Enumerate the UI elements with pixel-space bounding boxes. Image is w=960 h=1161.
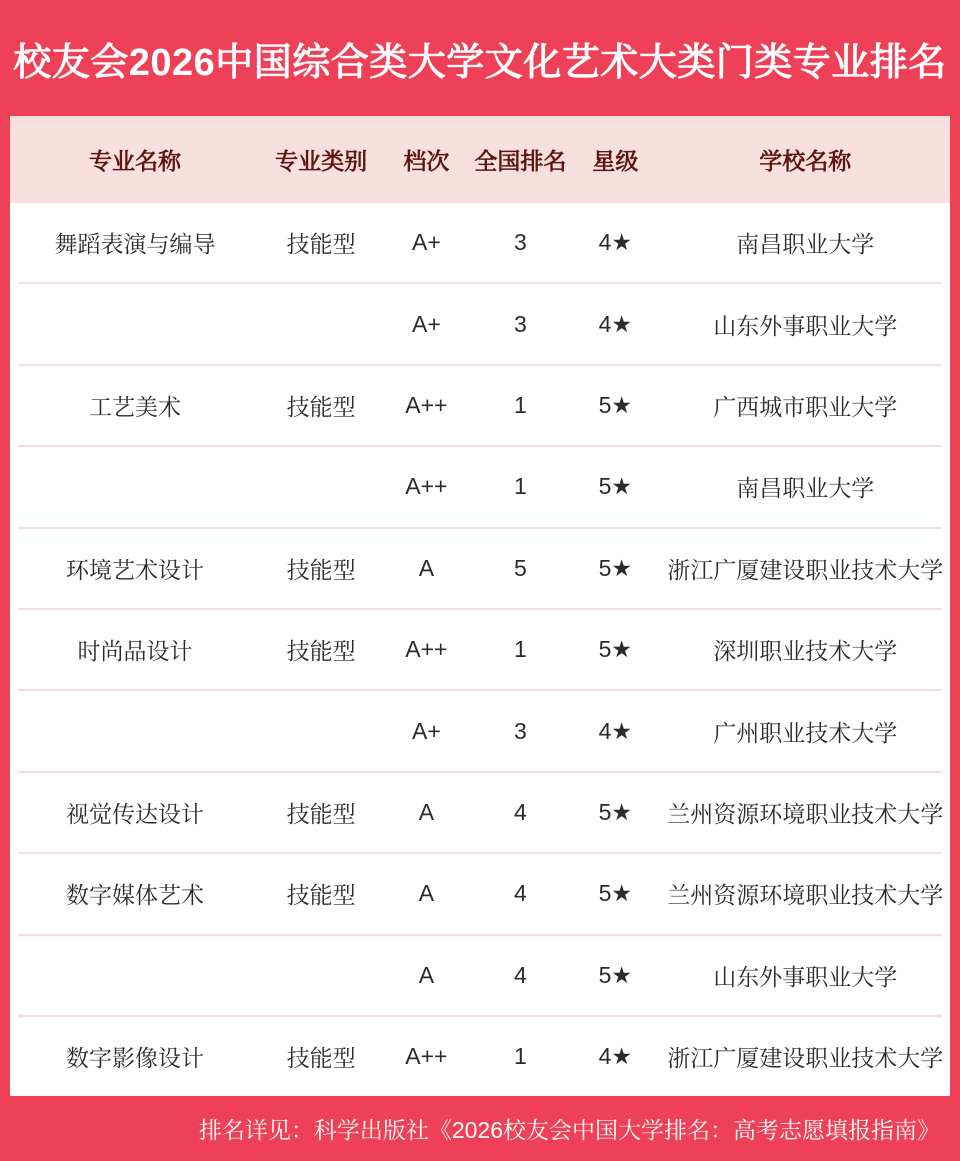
cell-school: 浙江广厦建设职业技术大学 [667,556,944,583]
cell-major: 时尚品设计 [77,638,193,665]
cell-major: 数字媒体艺术 [66,882,205,909]
cell-grade: A [418,554,435,581]
cell-rank: 5 [513,554,527,581]
table-container [0,116,960,1096]
page-title: 校友会2026中国综合类大学文化艺术大类门类专业排名 [13,41,947,84]
cell-stars: 5★ [598,636,633,663]
table-row [10,691,950,770]
cell-grade: A [418,880,435,907]
cell-school: 南昌职业大学 [736,231,875,258]
column-header-category: 专业类别 [275,148,368,174]
cell-school: 浙江广厦建设职业技术大学 [667,1045,944,1072]
cell-grade: A+ [412,310,441,337]
table-row [10,284,950,363]
cell-grade: A++ [405,391,448,418]
cell-school: 山东外事职业大学 [713,963,898,990]
table-row [10,366,950,445]
table-row [10,447,950,526]
cell-major: 环境艺术设计 [66,556,205,583]
cell-stars: 5★ [598,391,633,418]
column-header-school: 学校名称 [759,148,852,174]
cell-category: 技能型 [286,556,356,583]
cell-category: 技能型 [286,882,356,909]
table-row [10,936,950,1015]
cell-stars: 5★ [598,473,633,500]
cell-major: 数字影像设计 [66,1045,205,1072]
table-row [10,854,950,933]
column-header-grade: 档次 [403,148,450,174]
cell-major: 视觉传达设计 [66,800,205,827]
cell-stars: 4★ [598,229,633,256]
table-header-row [10,116,950,203]
cell-category: 技能型 [286,393,356,420]
column-header-stars: 星级 [592,148,639,174]
cell-rank: 1 [513,473,527,500]
column-header-rank: 全国排名 [474,148,567,174]
table-row [10,610,950,689]
cell-grade: A++ [405,636,448,663]
cell-stars: 4★ [598,1043,633,1070]
cell-school: 山东外事职业大学 [713,312,898,339]
cell-category: 技能型 [286,231,356,258]
table-body [10,203,950,1096]
cell-category: 技能型 [286,638,356,665]
cell-category: 技能型 [286,1045,356,1072]
cell-rank: 3 [513,717,527,744]
cell-rank: 3 [513,229,527,256]
cell-rank: 4 [513,880,527,907]
cell-major: 工艺美术 [89,393,182,420]
cell-stars: 4★ [598,310,633,337]
footer-note: 排名详见：科学出版社《2026校友会中国大学排名：高考志愿填报指南》 [198,1117,940,1144]
column-header-major: 专业名称 [89,148,182,174]
cell-rank: 4 [513,961,527,988]
table-row [10,773,950,852]
cell-rank: 3 [513,310,527,337]
title-banner [0,0,960,116]
cell-rank: 1 [513,1043,527,1070]
cell-school: 南昌职业大学 [736,475,875,502]
cell-category: 技能型 [286,800,356,827]
cell-grade: A+ [412,717,441,744]
table-row [10,203,950,282]
cell-stars: 5★ [598,798,633,825]
cell-stars: 4★ [598,717,633,744]
cell-stars: 5★ [598,880,633,907]
cell-rank: 4 [513,798,527,825]
cell-grade: A++ [405,1043,448,1070]
cell-school: 广州职业技术大学 [713,719,898,746]
cell-school: 兰州资源环境职业技术大学 [667,882,944,909]
cell-rank: 1 [513,636,527,663]
cell-grade: A [418,798,435,825]
cell-grade: A+ [412,229,441,256]
footer-banner [0,1096,960,1161]
cell-stars: 5★ [598,961,633,988]
cell-major: 舞蹈表演与编导 [54,231,216,258]
table-row [10,529,950,608]
cell-school: 广西城市职业大学 [713,393,898,420]
cell-grade: A [418,961,435,988]
cell-grade: A++ [405,473,448,500]
table-row [10,1017,950,1096]
cell-school: 兰州资源环境职业技术大学 [667,800,944,827]
cell-school: 深圳职业技术大学 [713,638,898,665]
cell-rank: 1 [513,391,527,418]
cell-stars: 5★ [598,554,633,581]
